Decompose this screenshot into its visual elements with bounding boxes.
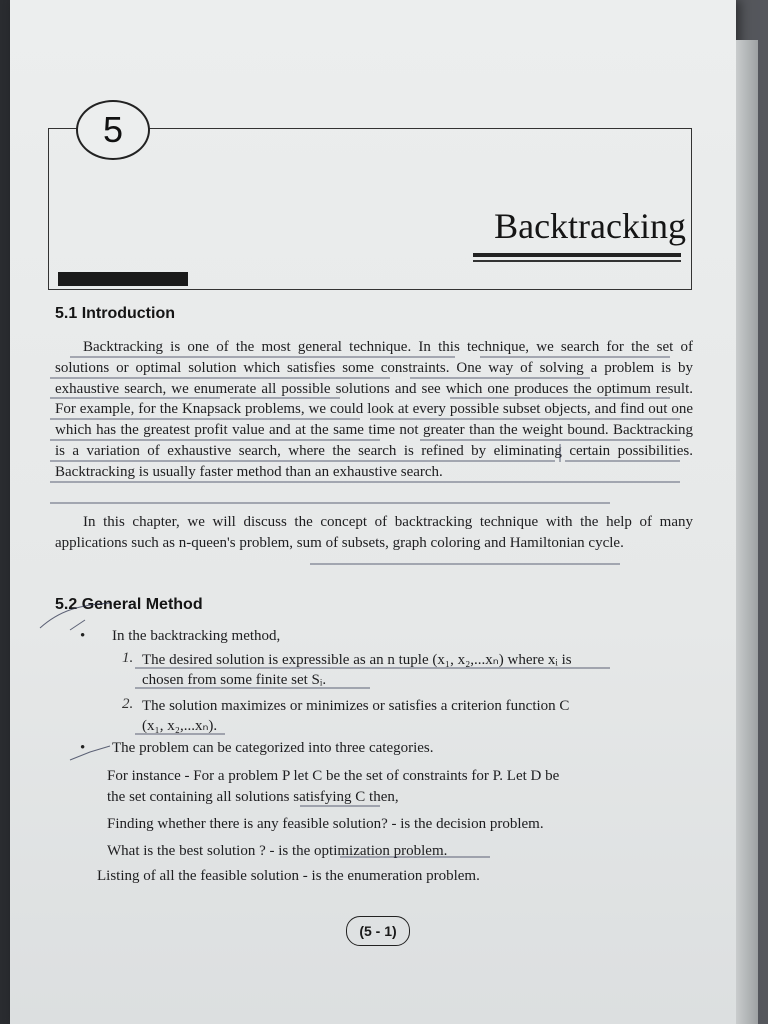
book-page [10, 0, 736, 1024]
item-number-1: 1. [122, 650, 134, 666]
item-2-line-2: (x₁, x₂,...xₙ). [142, 718, 218, 734]
intro-paragraph-1-text: Backtracking is one of the most general technique. In this technique, we search for the set of solutions or optimal solution which satisfies some constraints. One way of solving a problem is by exhaustive search, we enumerate all possible solutions and see which one produces the optimum result. For example, for the Knapsack problems, we could look at every possible subset objects, and find out one which has the greatest profit value and at the same time not greater than the weight bound. Backtracking is a variation of exhaustive search, where the search is refined by eliminating certain possibilities. Backtracking is usually faster method than an exhaustive search. [55, 339, 693, 480]
optimization-problem-line: What is the best solution ? - is the optimization problem. [107, 843, 448, 859]
intro-paragraph-2-text: In this chapter, we will discuss the concept of backtracking technique with the help of many applications such as n-queen's problem, sum of subsets, graph coloring and Hamiltonian cycle. [55, 514, 693, 551]
item-number-2: 2. [122, 696, 134, 712]
intro-paragraph-2 [55, 512, 693, 554]
section-heading-intro: 5.1 Introduction [55, 305, 175, 322]
chapter-number: 5 [76, 100, 150, 160]
instance-line-2: the set containing all solutions satisfying C then, [107, 789, 399, 805]
chapter-title: Backtracking [494, 206, 686, 246]
item-2-line-1: The solution maximizes or minimizes or satisfies a criterion function C [142, 698, 570, 714]
enumeration-problem-line: Listing of all the feasible solution - is the enumeration problem. [97, 868, 480, 884]
instance-line-1: For instance - For a problem P let C be the set of constraints for P. Let D be [107, 768, 560, 784]
bullet-text-2: The problem can be categorized into three categories. [112, 740, 434, 756]
bullet-icon: • [80, 740, 86, 756]
bullet-icon: • [80, 628, 86, 644]
title-rule-thin [473, 260, 681, 262]
item-1-line-2: chosen from some finite set Sᵢ. [142, 672, 327, 688]
item-1-line-1: The desired solution is expressible as an n tuple (x₁, x₂,...xₙ) where xᵢ is [142, 652, 572, 668]
decision-problem-line: Finding whether there is any feasible solution? - is the decision problem. [107, 816, 544, 832]
header-black-bar [58, 272, 188, 286]
bullet-text-1: In the backtracking method, [112, 628, 281, 644]
page-number: (5 - 1) [346, 916, 410, 946]
title-rule [473, 253, 681, 257]
intro-paragraph-1 [55, 337, 693, 483]
section-heading-general-method: 5.2 General Method [55, 596, 203, 613]
